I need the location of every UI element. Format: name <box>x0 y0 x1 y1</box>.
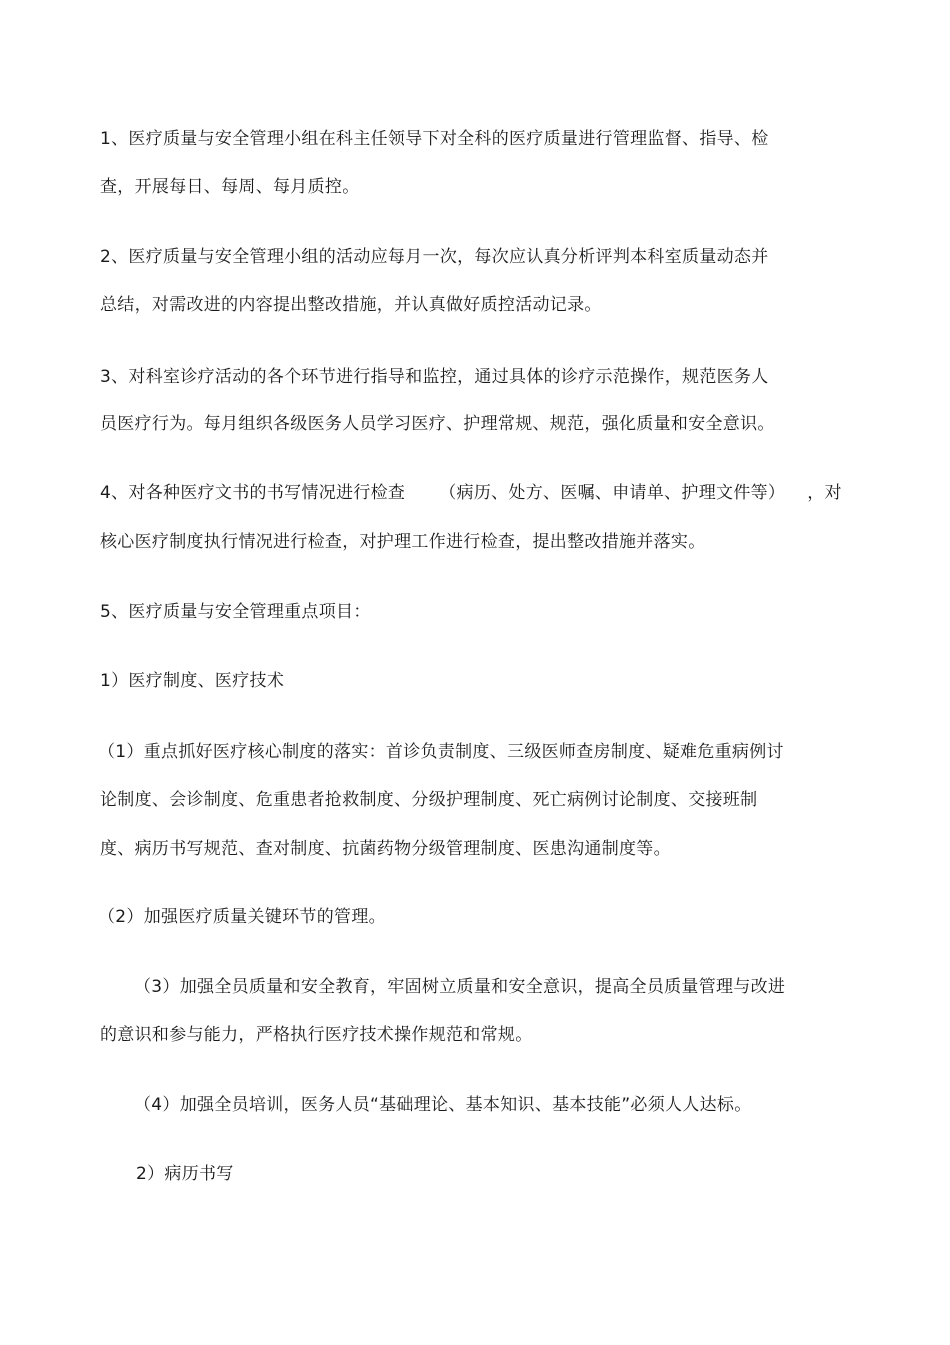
item-3-line-2: 员医疗行为。每月组织各级医务人员学习医疗、护理常规、规范，强化质量和安全意识。 <box>100 414 775 434</box>
item-4-line-1-part-a: 4、对各种医疗文书的书写情况进行检查 <box>100 483 406 503</box>
item-4-line-2: 核心医疗制度执行情况进行检查，对护理工作进行检查，提出整改措施并落实。 <box>100 532 706 552</box>
paragraph-3-line-1: （3）加强全员质量和安全教育，牢固树立质量和安全意识，提高全员质量管理与改进 <box>134 977 786 997</box>
paragraph-1-line-2: 论制度、会诊制度、危重患者抢救制度、分级护理制度、死亡病例讨论制度、交接班制 <box>100 790 758 810</box>
paragraph-2: （2）加强医疗质量关键环节的管理。 <box>98 907 386 927</box>
item-3-line-1: 3、对科室诊疗活动的各个环节进行指导和监控，通过具体的诊疗示范操作，规范医务人 <box>100 367 769 387</box>
paragraph-1-line-3: 度、病历书写规范、查对制度、抗菌药物分级管理制度、医患沟通制度等。 <box>100 839 671 859</box>
paragraph-3-line-2: 的意识和参与能力，严格执行医疗技术操作规范和常规。 <box>100 1025 533 1045</box>
subsection-1-title: 1）医疗制度、医疗技术 <box>100 671 285 691</box>
item-1-line-1: 1、医疗质量与安全管理小组在科主任领导下对全科的医疗质量进行管理监督、指导、检 <box>100 129 769 149</box>
paragraph-4: （4）加强全员培训，医务人员“基础理论、基本知识、基本技能”必须人人达标。 <box>134 1095 752 1115</box>
subsection-2-title: 2）病历书写 <box>136 1164 234 1184</box>
item-4-line-1-part-c: ，对 <box>807 483 842 503</box>
item-2-line-2: 总结，对需改进的内容提出整改措施，并认真做好质控活动记录。 <box>100 295 602 315</box>
item-1-line-2: 查，开展每日、每周、每月质控。 <box>100 177 360 197</box>
paragraph-1-line-1: （1）重点抓好医疗核心制度的落实：首诊负责制度、三级医师查房制度、疑难危重病例讨 <box>98 742 784 762</box>
item-4-line-1 <box>100 482 842 504</box>
item-5-line-1: 5、医疗质量与安全管理重点项目： <box>100 602 371 622</box>
item-2-line-1: 2、医疗质量与安全管理小组的活动应每月一次，每次应认真分析评判本科室质量动态并 <box>100 247 769 267</box>
item-4-line-1-part-b: （病历、处方、医嘱、申请单、护理文件等） <box>439 483 786 503</box>
